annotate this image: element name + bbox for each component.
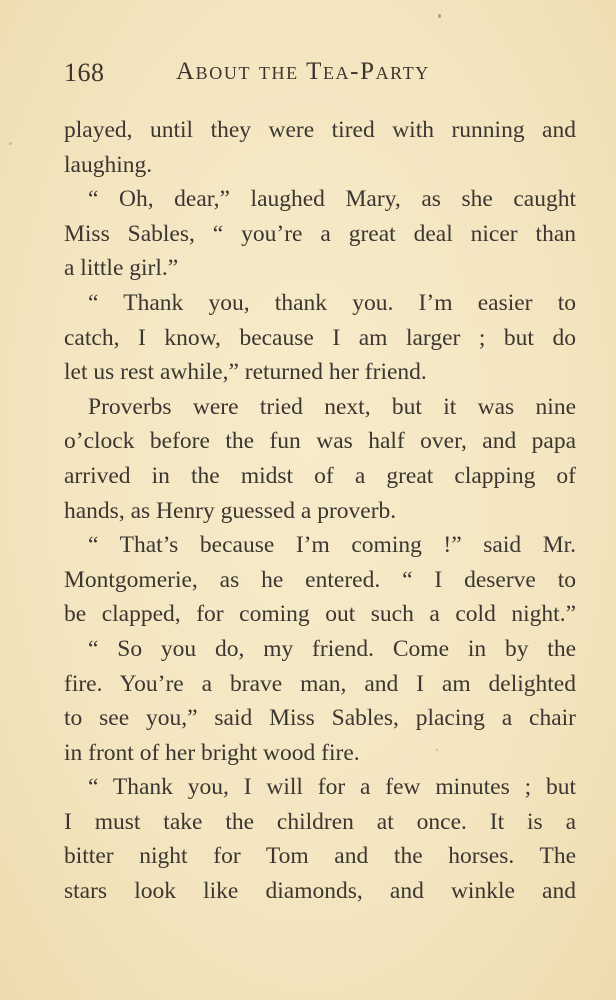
text-line: stars look like diamonds, and winkle and [64, 878, 576, 905]
text-line: played, until they were tired with running and [64, 117, 576, 143]
text-line: I must take the children at once. It is a [64, 808, 576, 835]
text-line: “ So you do, my friend. Come in by the [88, 635, 576, 662]
text-line: Miss Sables, “ you’re a great deal nicer than [64, 220, 576, 247]
text-line: “ Thank you, I will for a few minutes ; but [88, 774, 576, 801]
page-header [64, 58, 584, 92]
text-line: arrived in the midst of a great clapping of [64, 462, 576, 489]
page-number: 168 [64, 58, 105, 87]
text-line: laughing. [64, 151, 153, 178]
text-line: bitter night for Tom and the horses. The [64, 843, 576, 870]
running-head: About the Tea-Party [176, 58, 430, 85]
text-line: o’clock before the fun was half over, and papa [64, 428, 576, 455]
text-line: in front of her bright wood fire. [64, 739, 360, 766]
paper-speck [9, 142, 12, 145]
text-line: a little girl.” [64, 255, 179, 282]
text-line: “ That’s because I’m coming !” said Mr. [88, 532, 576, 559]
text-line: catch, I know, because I am larger ; but do [64, 324, 576, 351]
text-line: hands, as Henry guessed a proverb. [64, 497, 397, 524]
text-line: “ Oh, dear,” laughed Mary, as she caught [88, 186, 576, 213]
body-text [64, 113, 576, 909]
text-line: fire. You’re a brave man, and I am delighted [64, 670, 576, 697]
text-line: to see you,” said Miss Sables, placing a chair [64, 705, 576, 732]
text-line: “ Thank you, thank you. I’m easier to [88, 289, 576, 316]
text-line: let us rest awhile,” returned her friend. [64, 359, 427, 386]
text-line: Proverbs were tried next, but it was nine [88, 393, 576, 420]
paper-speck [438, 14, 441, 18]
text-line: Montgomerie, as he entered. “ I deserve to [64, 566, 576, 593]
text-line: be clapped, for coming out such a cold night.” [64, 601, 576, 628]
